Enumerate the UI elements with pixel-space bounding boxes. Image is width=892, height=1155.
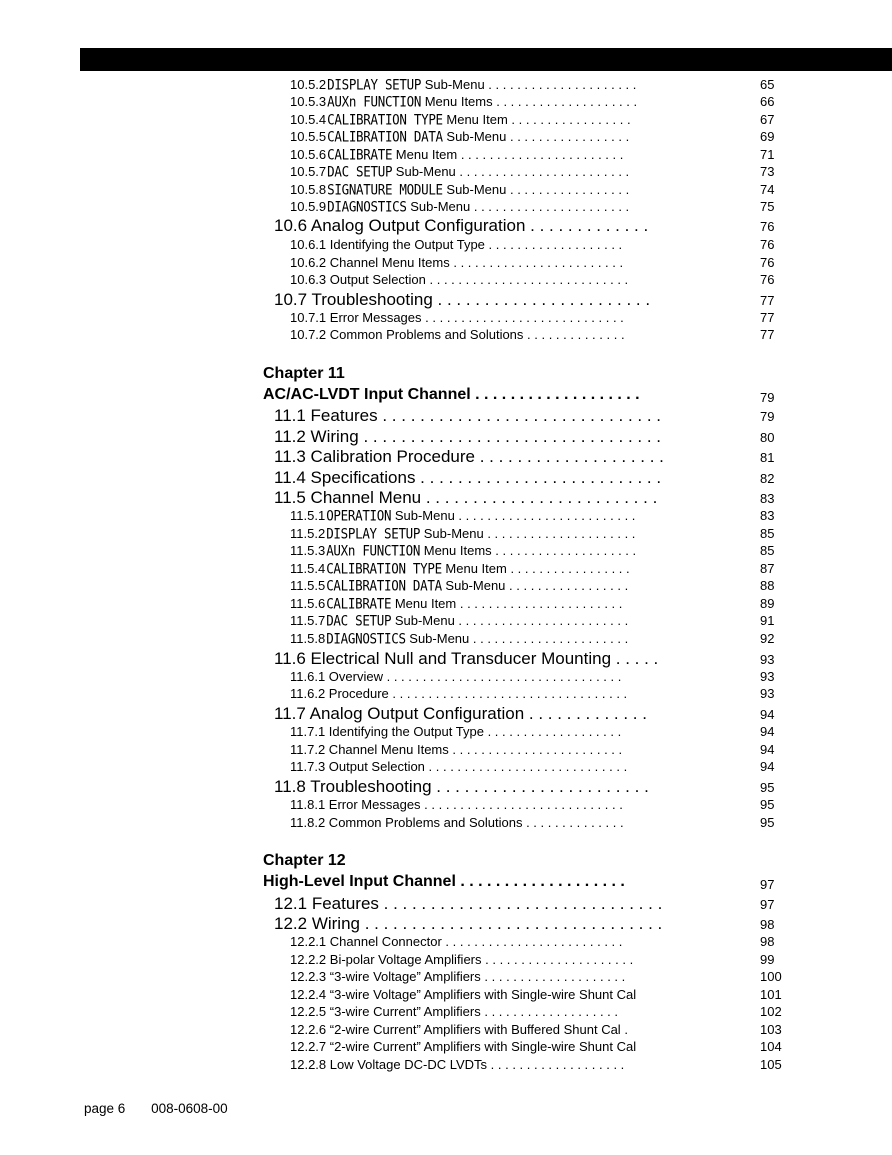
toc-page-number: 79 (760, 409, 775, 424)
toc-entry-title: Sub-Menu (391, 508, 455, 523)
toc-entry[interactable] (290, 614, 628, 628)
toc-entry-number: 12.1 (274, 894, 308, 913)
toc-entry-menu-name: SIGNATURE MODULE (327, 181, 443, 198)
toc-entry[interactable] (274, 778, 649, 795)
toc-entry[interactable] (290, 544, 636, 558)
toc-entry-number: 11.2 (274, 427, 306, 446)
toc-entry-number: 10.6 (274, 216, 308, 235)
toc-entry-title: Channel Connector (326, 934, 442, 949)
toc-entry-number: 10.7 (274, 290, 308, 309)
toc-page-number: 65 (760, 77, 775, 92)
dot-leader: . . . . . . . . . . . . . . . . . . . . . . . (456, 596, 623, 611)
toc-entry-number: AC/AC-LVDT Input Channel (263, 386, 471, 403)
toc-entry-title: Sub-Menu (391, 613, 455, 628)
dot-leader: . . . . . . . . . . . . . . . . . . . . . . . . . (454, 508, 636, 523)
toc-entry-menu-name: DAC SETUP (327, 163, 393, 180)
toc-entry-title: Electrical Null and Transducer Mounting (305, 649, 612, 668)
dot-leader: . . . . . . . . . . . . . . . . . . . . . . . . . . . . . . . . (360, 914, 663, 933)
toc-page-number: 89 (760, 596, 775, 611)
toc-page-number: 76 (760, 219, 775, 234)
toc-page-number: 73 (760, 164, 775, 179)
dot-leader: . . . . . . . . . . . . . . (522, 815, 624, 830)
toc-entry[interactable] (290, 579, 628, 593)
toc-entry[interactable] (274, 915, 662, 932)
dot-leader: . . . . . . . . . . . . . . . . . . . . . . . . . . . . . . . . . (382, 669, 622, 684)
toc-page-number: 83 (760, 491, 775, 506)
toc-entry-menu-name: OPERATION (326, 507, 392, 524)
dot-leader: . . . . . . . . . . . . . . . . . . . . . . . . . (421, 488, 658, 507)
toc-entry[interactable] (274, 407, 661, 424)
toc-entry-title: Sub-Menu (421, 77, 485, 92)
toc-page-number: 95 (760, 797, 775, 812)
toc-entry-menu-name: CALIBRATION TYPE (327, 111, 443, 128)
toc-entry-number: 10.5.8 (290, 182, 327, 197)
toc-entry-number: 11.5.6 (290, 596, 326, 611)
toc-entry[interactable] (274, 291, 650, 308)
toc-page-number: 69 (760, 129, 775, 144)
dot-leader: . . . . . . . . . . . . . . . . . . . . . . . . . . . . . . . . (358, 427, 662, 446)
dot-leader: . . . . . . . . . . . . . . . . . . . . . . . . . . . . . . (377, 406, 662, 425)
toc-entry-number: 11.6 (274, 649, 306, 668)
toc-entry-number: 11.7.3 (290, 759, 326, 774)
toc-entry[interactable] (290, 743, 622, 756)
toc-entry-menu-name: CALIBRATE (327, 146, 393, 163)
toc-page-number: 75 (760, 199, 775, 214)
dot-leader: . . . . . . . . . . . . . . . . . . . . . . . . . (441, 934, 623, 949)
toc-entry[interactable] (290, 1040, 636, 1053)
toc-page-number: 74 (760, 182, 775, 197)
toc-entry-title: Sub-Menu (442, 182, 507, 197)
dot-leader: . (620, 1022, 628, 1037)
toc-entry-menu-name: AUXn FUNCTION (327, 93, 422, 110)
toc-entry-title: Menu Item (391, 596, 457, 611)
toc-entry-number: 11.7.1 (290, 724, 326, 739)
toc-entry[interactable] (274, 217, 648, 234)
dot-leader: . . . . . . . . . . . . . . . . . (505, 578, 629, 593)
toc-entry-number: 10.5.6 (290, 147, 327, 162)
toc-entry-number: 11.6.2 (290, 686, 326, 701)
toc-entry[interactable] (290, 597, 622, 611)
toc-entry-number: 12.2.5 (290, 1004, 327, 1019)
toc-page-number: 94 (760, 742, 775, 757)
toc-entry-title: Output Selection (325, 759, 425, 774)
toc-entry[interactable] (290, 1023, 628, 1036)
toc-entry-number: 10.5.2 (290, 77, 327, 92)
toc-entry-number: 11.5.1 (290, 508, 326, 523)
toc-entry-number: 10.5.3 (290, 94, 327, 109)
dot-leader: . . . . . . . . . . . . . . . . . . . . . . . . (454, 613, 629, 628)
toc-entry-number: 12.2.2 (290, 952, 327, 967)
dot-leader: . . . . . . . . . . . . . . . . . . . . . . . . (449, 255, 624, 270)
toc-entry[interactable] (290, 953, 633, 966)
toc-entry[interactable] (290, 273, 628, 286)
toc-entry[interactable] (290, 725, 621, 738)
toc-entry-menu-name: CALIBRATION TYPE (326, 560, 442, 577)
toc-entry[interactable] (290, 527, 635, 541)
toc-entry[interactable] (274, 650, 658, 667)
toc-entry[interactable] (290, 78, 636, 92)
toc-entry-title: Bi-polar Voltage Amplifiers (326, 952, 482, 967)
toc-entry-title: Menu Item (392, 147, 458, 162)
toc-entry-number: 11.5.5 (290, 578, 326, 593)
toc-entry-number: 10.5.7 (290, 164, 327, 179)
toc-entry-title: Channel Menu Items (326, 255, 450, 270)
toc-entry-menu-name: DIAGNOSTICS (327, 198, 407, 215)
toc-entry-title: Error Messages (326, 310, 422, 325)
toc-entry[interactable] (290, 148, 623, 162)
toc-page-number: 91 (760, 613, 775, 628)
toc-entry-title: “2-wire Current” Amplifiers with Single-wire Shunt Cal (326, 1039, 637, 1054)
toc-entry-title: Wiring (305, 427, 359, 446)
toc-entry[interactable] (290, 670, 621, 683)
toc-page-number: 94 (760, 724, 775, 739)
toc-entry-title: Output Selection (326, 272, 426, 287)
toc-entry-title: Troubleshooting (307, 290, 433, 309)
dot-leader: . . . . . . . . . . . . . . . . . . . (480, 1004, 618, 1019)
toc-page-number: 97 (760, 877, 775, 892)
toc-entry-title: Error Messages (325, 797, 421, 812)
toc-entry-title: Menu Items (420, 543, 492, 558)
toc-entry-number: 11.4 (274, 468, 306, 487)
dot-leader: . . . . . . . . . . . . . . . . . . . . . . . (457, 147, 624, 162)
dot-leader: . . . . . . . . . . . . . . . . . . . (487, 1057, 625, 1072)
toc-page-number: 105 (760, 1057, 782, 1072)
toc-entry-number: 11.5.7 (290, 613, 326, 628)
dot-leader: . . . . . . . . . . . . . . . . . . . . (474, 447, 664, 466)
toc-entry[interactable] (290, 183, 629, 197)
toc-entry-number: 10.6.3 (290, 272, 327, 287)
dot-leader: . . . . . (611, 649, 659, 668)
dot-leader: . . . . . . . . . . . . . . . . . . . . . . . (432, 290, 651, 309)
toc-entry-title: Analog Output Configuration (305, 704, 525, 723)
toc-page-number: 97 (760, 897, 775, 912)
toc-entry-title: Menu Items (421, 94, 493, 109)
dot-leader: . . . . . . . . . . . . . . . . . . . (484, 237, 623, 252)
toc-page-number: 100 (760, 969, 782, 984)
toc-entry-title: Sub-Menu (441, 578, 506, 593)
toc-entry[interactable] (290, 562, 630, 576)
toc-entry-title: Menu Item (442, 112, 508, 127)
dot-leader: . . . . . . . . . . . . . . . . . . . . (492, 94, 638, 109)
toc-entry-number: 10.5.4 (290, 112, 327, 127)
toc-page-number: 79 (760, 390, 775, 405)
toc-entry[interactable] (263, 366, 345, 382)
toc-entry-title: Common Problems and Solutions (326, 327, 524, 342)
toc-entry-title: Analog Output Configuration (307, 216, 526, 235)
toc-entry-title: Sub-Menu (405, 631, 470, 646)
toc-entry[interactable] (263, 387, 640, 403)
dot-leader: . . . . . . . . . . . . . (524, 704, 647, 723)
toc-page-number: 82 (760, 471, 775, 486)
toc-page-number: 98 (760, 917, 775, 932)
toc-entry-number: 11.8.1 (290, 797, 326, 812)
toc-entry[interactable] (290, 988, 636, 1001)
toc-page-number: 83 (760, 508, 775, 523)
toc-entry-number: 11.7.2 (290, 742, 326, 757)
dot-leader: . . . . . . . . . . . . . . . . . . . . . . . . . . . . (424, 759, 628, 774)
toc-entry-number: 11.5 (274, 488, 306, 507)
toc-entry[interactable] (263, 874, 625, 890)
toc-entry-number: 12.2 (274, 914, 308, 933)
toc-entry-title: Sub-Menu (442, 129, 507, 144)
toc-page-number: 95 (760, 815, 775, 830)
toc-entry-title: Wiring (307, 914, 360, 933)
toc-entry[interactable] (290, 200, 629, 214)
dot-leader: . . . . . . . . . . . . . . . . . . . . . . . (431, 777, 649, 796)
toc-entry-number: High-Level Input Channel (263, 873, 456, 890)
dot-leader: . . . . . . . . . . . . . . . . . (506, 561, 630, 576)
toc-entry-number: 11.3 (274, 447, 306, 466)
toc-page-number: 81 (760, 450, 775, 465)
toc-page-number: 104 (760, 1039, 782, 1054)
toc-entry[interactable] (263, 853, 346, 869)
toc-page-number: 71 (760, 147, 775, 162)
toc-entry-title: Procedure (325, 686, 389, 701)
dot-leader: . . . . . . . . . . . . . . . . . . . . . . . . (455, 164, 630, 179)
toc-entry-number: 10.5.5 (290, 129, 327, 144)
toc-entry[interactable] (290, 311, 624, 324)
dot-leader: . . . . . . . . . . . . . . . . . . . . . . . . . . . . . . . . . (388, 686, 628, 701)
toc-page-number: 103 (760, 1022, 782, 1037)
toc-page-number: 94 (760, 759, 775, 774)
toc-entry-menu-name: DISPLAY SETUP (327, 76, 422, 93)
toc-entry-menu-name: DISPLAY SETUP (326, 525, 421, 542)
toc-entry-title: Sub-Menu (420, 526, 484, 541)
toc-entry-number: 11.8.2 (290, 815, 326, 830)
toc-entry[interactable] (290, 760, 627, 773)
toc-entry-title: Identifying the Output Type (325, 724, 484, 739)
toc-entry-title: Channel Menu (305, 488, 422, 507)
dot-leader: . . . . . . . . . . . . . . . . . (507, 112, 631, 127)
toc-entry[interactable] (290, 687, 627, 700)
toc-page-number: 76 (760, 255, 775, 270)
toc-entry-number: 12.2.6 (290, 1022, 327, 1037)
dot-leader: . . . . . . . . . . . . . . . . . . . . . (481, 952, 634, 967)
dot-leader: . . . . . . . . . . . . . . . . . . . (455, 873, 625, 890)
toc-entry-menu-name: DIAGNOSTICS (326, 630, 406, 647)
toc-entry-number: 12.2.3 (290, 969, 327, 984)
toc-entry-number: Chapter 12 (263, 852, 346, 869)
toc-entry-title: Specifications (305, 468, 416, 487)
toc-entry-title: “3-wire Current” Amplifiers (326, 1004, 481, 1019)
toc-entry-title: Common Problems and Solutions (325, 815, 523, 830)
dot-leader: . . . . . . . . . . . . . . . . . . . . (491, 543, 637, 558)
toc-entry-number: 11.5.8 (290, 631, 326, 646)
toc-entry[interactable] (290, 113, 631, 127)
toc-entry-title: “2-wire Current” Amplifiers with Buffered Shunt Cal (326, 1022, 621, 1037)
page-footer (84, 1101, 250, 1116)
toc-page-number: 87 (760, 561, 775, 576)
toc-entry-title: Features (305, 406, 378, 425)
toc-entry-title: Calibration Procedure (305, 447, 475, 466)
toc-entry[interactable] (290, 509, 635, 523)
toc-entry-title: Identifying the Output Type (326, 237, 485, 252)
toc-page-number: 93 (760, 652, 775, 667)
toc-page-number: 93 (760, 686, 775, 701)
toc-entry-number: 10.5.9 (290, 199, 327, 214)
toc-page-number: 67 (760, 112, 775, 127)
dot-leader: . . . . . . . . . . . . . (525, 216, 649, 235)
toc-page-number: 77 (760, 327, 775, 342)
toc-entry-number: 11.6.1 (290, 669, 326, 684)
toc-entry[interactable] (290, 632, 628, 646)
toc-page-number: 85 (760, 526, 775, 541)
dot-leader: . . . . . . . . . . . . . . . . . . . . . . (470, 199, 630, 214)
toc-entry[interactable] (290, 1005, 618, 1018)
dot-leader: . . . . . . . . . . . . . . . . . (506, 182, 630, 197)
toc-entry-number: 12.2.1 (290, 934, 327, 949)
toc-entry[interactable] (290, 970, 625, 983)
toc-page-number: 77 (760, 310, 775, 325)
toc-page-number: 76 (760, 272, 775, 287)
toc-entry[interactable] (290, 798, 623, 811)
dot-leader: . . . . . . . . . . . . . . . . . . . (483, 724, 622, 739)
toc-entry-number: 12.2.4 (290, 987, 327, 1002)
dot-leader: . . . . . . . . . . . . . . . . . . . . . . . . (448, 742, 623, 757)
toc-entry-number: 11.5.4 (290, 561, 326, 576)
toc-page-number: 66 (760, 94, 775, 109)
toc-page-number: 85 (760, 543, 775, 558)
toc-page-number: 99 (760, 952, 775, 967)
toc-page-number: 80 (760, 430, 775, 445)
dot-leader: . . . . . . . . . . . . . . . . . . . . . . (469, 631, 629, 646)
toc-entry-title: Sub-Menu (392, 164, 456, 179)
toc-entry-title: “3-wire Voltage” Amplifiers (326, 969, 481, 984)
toc-entry[interactable] (274, 489, 657, 506)
toc-entry-number: 12.2.7 (290, 1039, 327, 1054)
dot-leader: . . . . . . . . . . . . . . . . . . . . . (484, 77, 637, 92)
toc-entry[interactable] (290, 935, 622, 948)
toc-entry[interactable] (274, 448, 664, 465)
toc-entry-number: 11.5.2 (290, 526, 326, 541)
toc-entry-menu-name: CALIBRATION DATA (327, 128, 443, 145)
toc-entry-title: Sub-Menu (406, 199, 471, 214)
toc-entry[interactable] (290, 328, 625, 341)
toc-entry[interactable] (290, 130, 629, 144)
toc-entry[interactable] (290, 256, 623, 269)
toc-entry-number: 10.6.1 (290, 237, 327, 252)
toc-entry-title: Menu Item (441, 561, 507, 576)
toc-page-number: 98 (760, 934, 775, 949)
toc-entry-title: Features (307, 894, 379, 913)
toc-entry-menu-name: CALIBRATE (326, 595, 392, 612)
dot-leader: . . . . . . . . . . . . . . . . . . . . . . . . . . . . (425, 272, 629, 287)
toc-page-number: 101 (760, 987, 782, 1002)
document-number: 008-0608-00 (151, 1101, 228, 1116)
toc-entry[interactable] (274, 895, 662, 912)
toc-entry[interactable] (274, 469, 661, 486)
toc-page-number: 93 (760, 669, 775, 684)
toc-entry[interactable] (290, 238, 622, 251)
toc-page-number: 76 (760, 237, 775, 252)
dot-leader: . . . . . . . . . . . . . . . . . . . (470, 386, 640, 403)
dot-leader: . . . . . . . . . . . . . . (523, 327, 625, 342)
toc-page-number: 102 (760, 1004, 782, 1019)
toc-entry[interactable] (290, 95, 637, 109)
dot-leader: . . . . . . . . . . . . . . . . . . . . . . . . . . . . . . (378, 894, 663, 913)
toc-page-number: 77 (760, 293, 775, 308)
toc-page-number: 92 (760, 631, 775, 646)
toc-entry-menu-name: AUXn FUNCTION (326, 542, 421, 559)
toc-entry[interactable] (290, 816, 624, 829)
toc-entry-number: 10.7.1 (290, 310, 327, 325)
toc-entry-title: Low Voltage DC-DC LVDTs (326, 1057, 488, 1072)
toc-entry-title: Overview (325, 669, 383, 684)
toc-entry-title: Troubleshooting (305, 777, 432, 796)
toc-entry-title: Channel Menu Items (325, 742, 449, 757)
dot-leader: . . . . . . . . . . . . . . . . . . . . (480, 969, 626, 984)
toc-entry-number: 11.8 (274, 777, 306, 796)
header-bar (80, 48, 892, 71)
toc-entry[interactable] (290, 1058, 624, 1071)
dot-leader: . . . . . . . . . . . . . . . . . . . . . . . . . . . . (420, 797, 623, 812)
toc-page-number: 94 (760, 707, 775, 722)
toc-page-number: 95 (760, 780, 775, 795)
dot-leader: . . . . . . . . . . . . . . . . . . . . . . . . . . (415, 468, 662, 487)
toc-entry[interactable] (274, 428, 661, 445)
toc-entry[interactable] (274, 705, 647, 722)
toc-entry-number: 11.1 (274, 406, 306, 425)
toc-entry-menu-name: DAC SETUP (326, 612, 392, 629)
toc-entry-number: Chapter 11 (263, 365, 345, 382)
toc-entry-title: “3-wire Voltage” Amplifiers with Single-wire Shunt Cal (326, 987, 637, 1002)
dot-leader: . . . . . . . . . . . . . . . . . (506, 129, 630, 144)
toc-entry-number: 12.2.8 (290, 1057, 327, 1072)
toc-entry-number: 10.7.2 (290, 327, 327, 342)
dot-leader: . . . . . . . . . . . . . . . . . . . . . (483, 526, 636, 541)
toc-page-number: 88 (760, 578, 775, 593)
toc-entry-number: 11.5.3 (290, 543, 326, 558)
toc-entry-number: 11.7 (274, 704, 306, 723)
page-number: page 6 (84, 1101, 126, 1116)
toc-entry[interactable] (290, 165, 629, 179)
toc-entry-menu-name: CALIBRATION DATA (326, 577, 442, 594)
toc-entry-number: 10.6.2 (290, 255, 327, 270)
dot-leader: . . . . . . . . . . . . . . . . . . . . . . . . . . . . (421, 310, 624, 325)
